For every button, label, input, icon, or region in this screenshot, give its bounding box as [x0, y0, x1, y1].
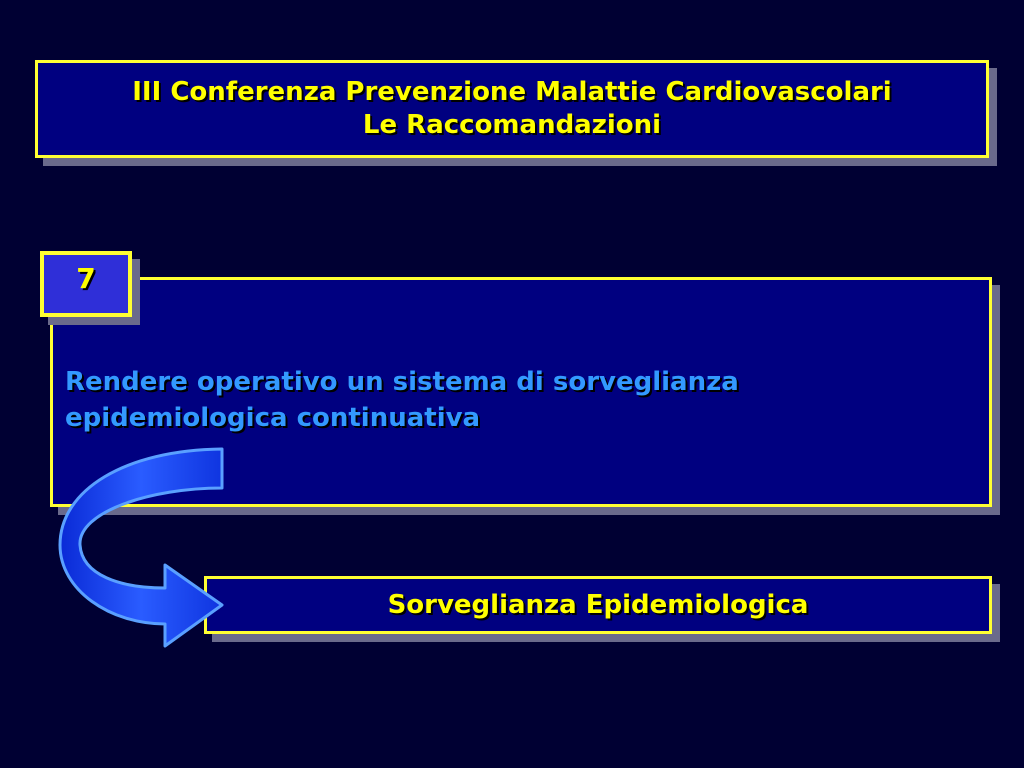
result-label: Sorveglianza Epidemiologica	[387, 590, 809, 620]
recommendation-number: 7	[76, 261, 96, 295]
recommendation-box	[50, 277, 992, 507]
recommendation-text	[65, 364, 739, 436]
recommendation-number-badge	[40, 251, 132, 317]
recommendation-text-line2: epidemiologica continuativa	[65, 403, 481, 433]
slide-title: III Conferenza Prevenzione Malattie Cardiovascolari	[132, 77, 892, 107]
title-box	[35, 60, 989, 158]
recommendation-text-line1: Rendere operativo un sistema di sorveglianza	[65, 367, 739, 397]
result-box	[204, 576, 992, 634]
slide-subtitle: Le Raccomandazioni	[362, 110, 662, 140]
